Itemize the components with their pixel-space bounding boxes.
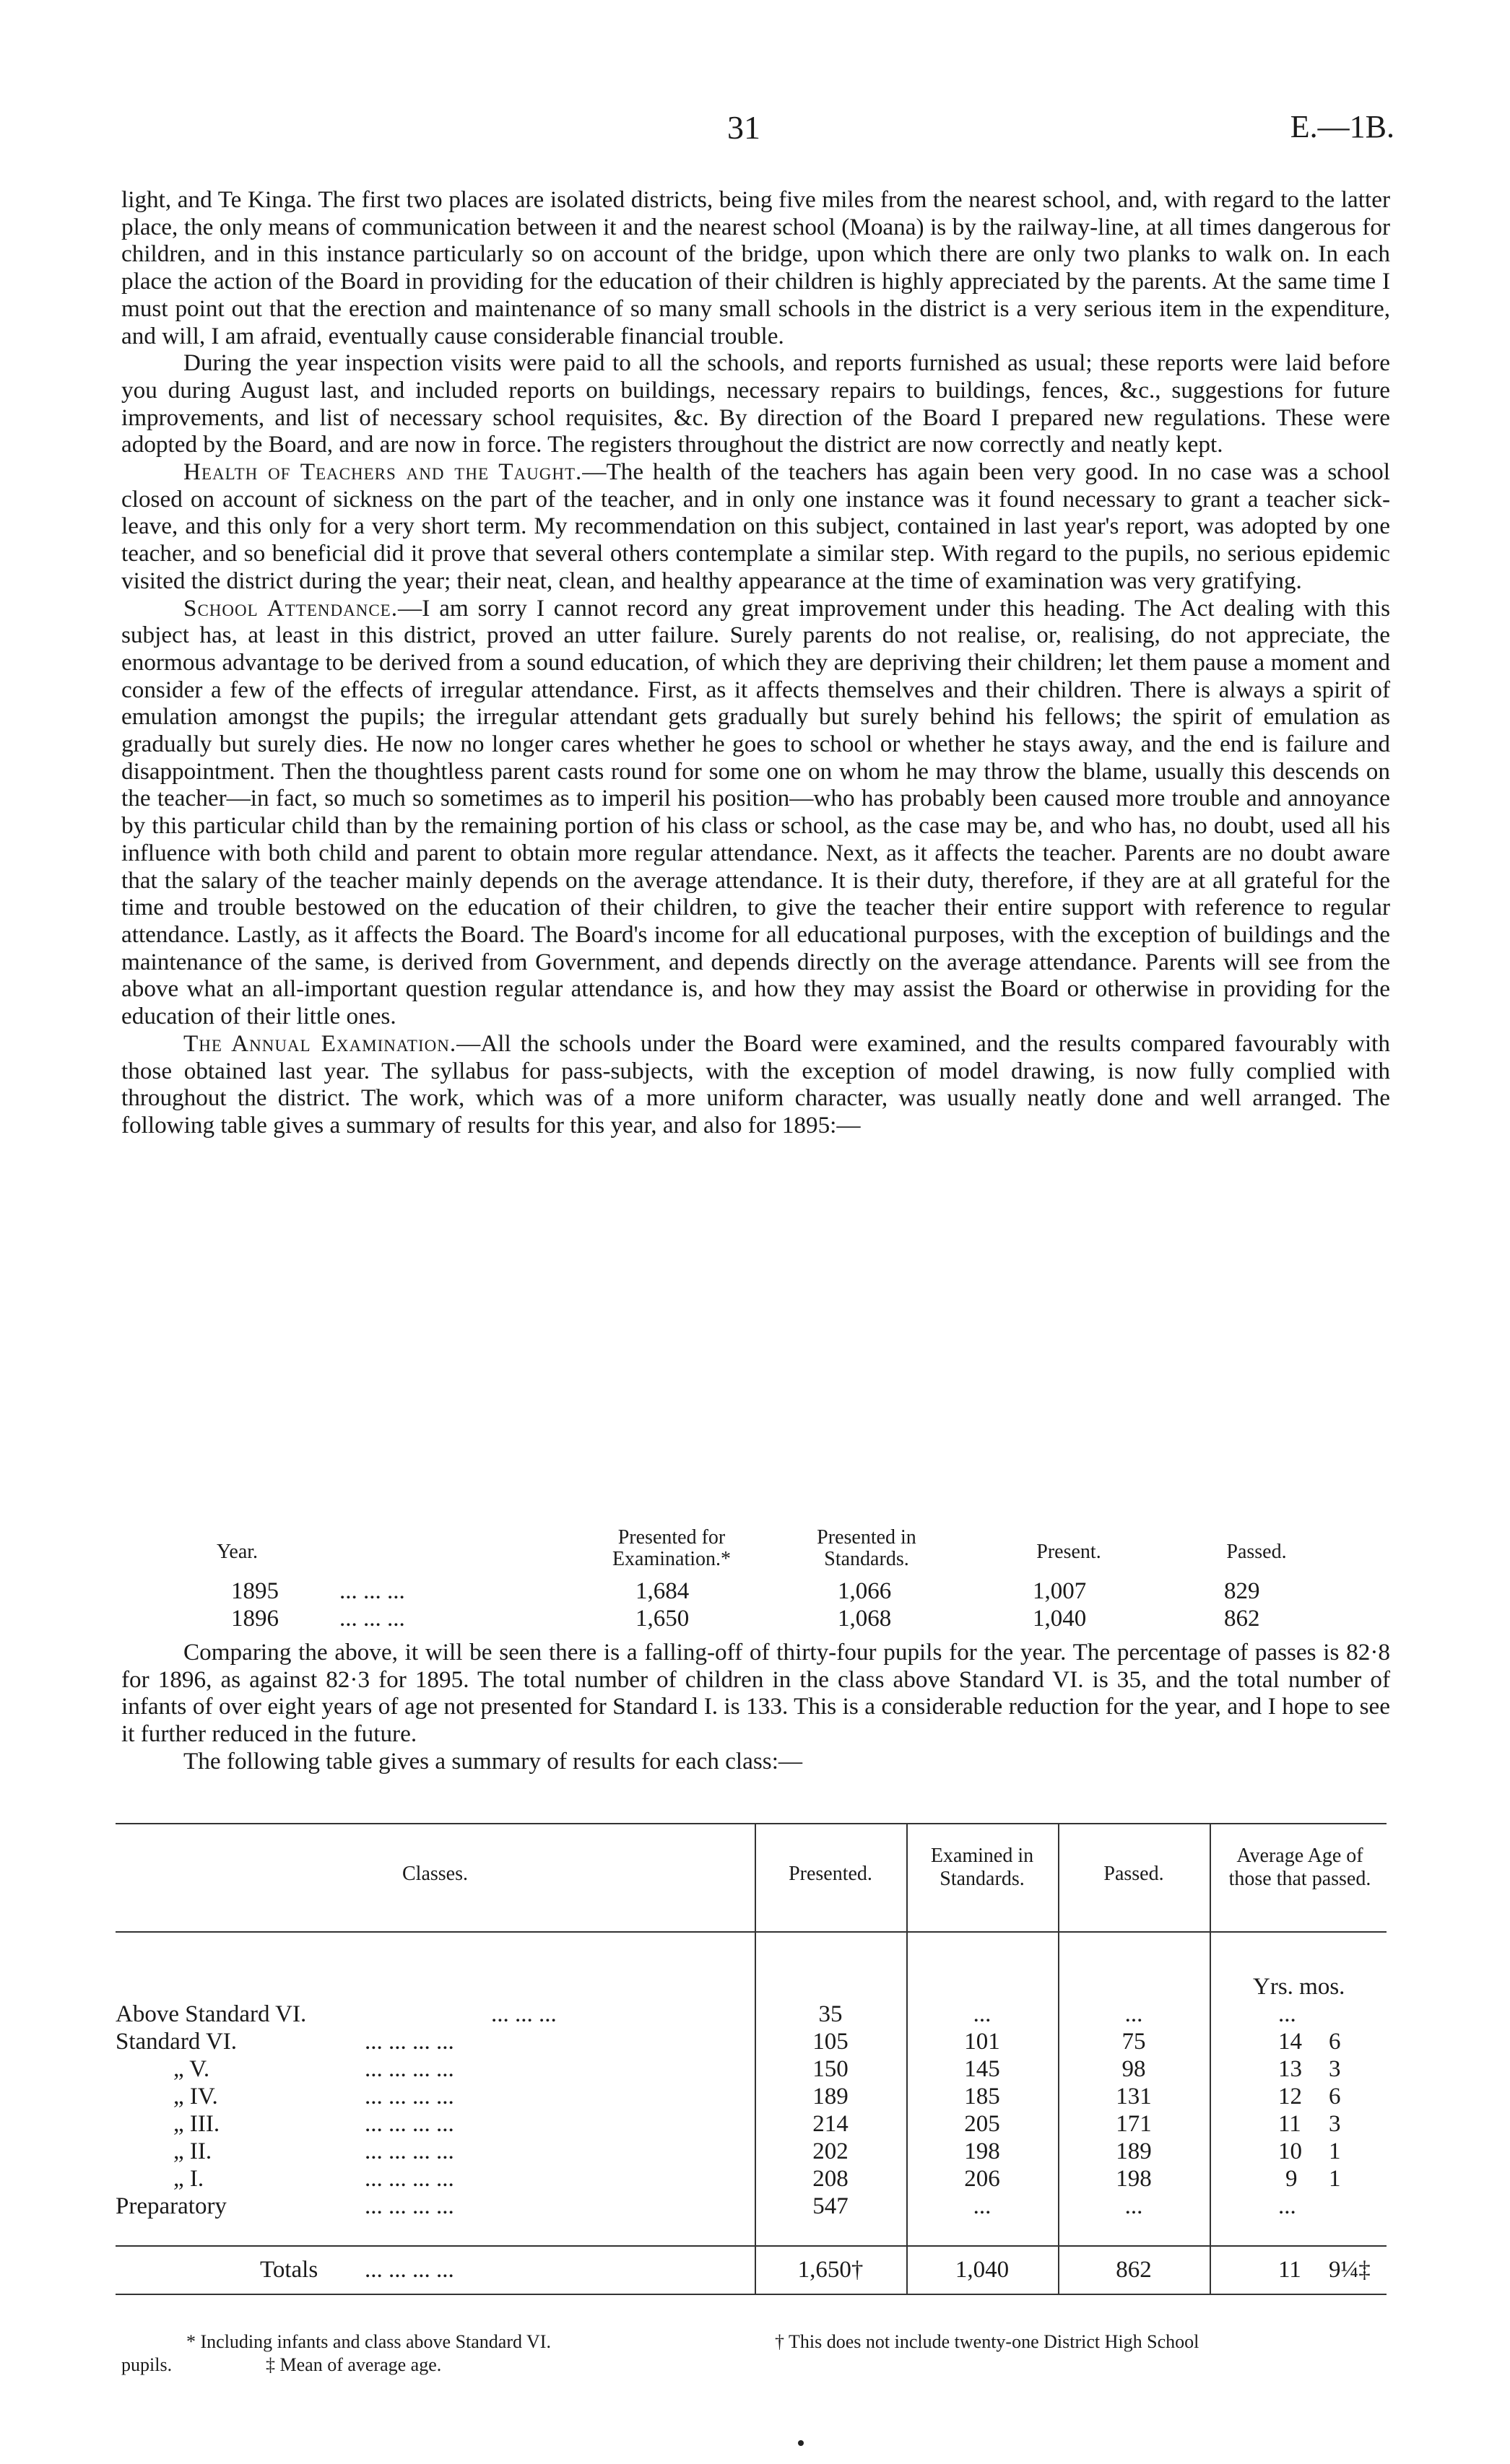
cell-years: 13 — [1278, 2056, 1302, 2082]
header-present: Present. — [1036, 1541, 1101, 1563]
table-row — [116, 2001, 1387, 2028]
cell-standards: 1,068 — [838, 1606, 892, 1632]
cell-months: 9¼‡ — [1329, 2257, 1371, 2283]
cell-years: 14 — [1278, 2029, 1302, 2055]
cell-examined: ... — [973, 2193, 992, 2219]
cell-passed: 189 — [1116, 2138, 1152, 2164]
section-heading: The Annual Examination. — [183, 1029, 457, 1057]
cell-presented: 1,650† — [797, 2257, 864, 2283]
cell-examined: 101 — [964, 2029, 1000, 2055]
cell-examined: ... — [973, 2001, 992, 2027]
paragraph-comparison: Comparing the above, it will be seen there is a falling-off of thirty-four pupils for the year. The percentage of passes is 82·8 for 1896, as against 82·3 for 1895. The total number of children in the class above Standard VI. is 35, and the total number of infants of over eight years of age not presented for Standard I. is 133. This is a considerable reduction for the year, and I hope to see it further reduced in the future. — [121, 1639, 1390, 1748]
cell-years: 11 — [1278, 2257, 1301, 2283]
leader-dots: ... ... ... — [491, 2001, 557, 2027]
cell-months: 1 — [1329, 2166, 1341, 2192]
cell-months: 3 — [1329, 2056, 1341, 2082]
section-health — [121, 458, 1390, 595]
cell-passed: 198 — [1116, 2166, 1152, 2192]
table-row — [116, 2193, 1387, 2220]
cell-presented: 150 — [812, 2056, 849, 2082]
cell-year: 1896 — [231, 1606, 279, 1632]
table-header-rule — [116, 1931, 1387, 1933]
table-row — [116, 2028, 1387, 2055]
table-row — [116, 2055, 1387, 2083]
table-row — [116, 2165, 1387, 2193]
leader-dots: ... ... ... ... — [365, 2257, 454, 2283]
document-reference: E.—1B. — [1290, 109, 1394, 144]
cell-standards: 1,066 — [838, 1578, 892, 1604]
table-header-row — [217, 1527, 1343, 1577]
leader-dots: ... ... ... ... — [365, 2056, 454, 2082]
cell-passed: 829 — [1224, 1578, 1260, 1604]
header-passed: Passed. — [1103, 1863, 1164, 1885]
age-units-row — [116, 1973, 1387, 2001]
page-number: 31 — [727, 109, 760, 146]
leader-dots: ... ... ... ... — [365, 2029, 454, 2055]
leader-dots: ... ... ... — [339, 1606, 405, 1632]
cell-presented: 214 — [812, 2111, 849, 2137]
cell-year: 1895 — [231, 1578, 279, 1604]
cell-class: „ III. — [173, 2111, 220, 2137]
summary-table-years — [217, 1527, 1343, 1632]
cell-passed: 131 — [1116, 2084, 1152, 2110]
section-text: —All the schools under the Board were examined, and the results compared favourably with those obtained last year. The syllabus for pass-subjects, with the exception of model drawing, is now fully complied with throughout the district. The work, which was of a more uniform character, was usually neatly done and well arranged. The following table gives a summary of results for this year, and also for 1895:— — [121, 1029, 1390, 1139]
cell-years: ... — [1278, 2193, 1296, 2219]
footnote-dagger: † This does not include twenty-one District High School — [775, 2331, 1199, 2352]
cell-class: „ I. — [173, 2166, 204, 2192]
header-examined: Examined in Standards. — [930, 1845, 1034, 1890]
cell-years: 11 — [1278, 2111, 1301, 2137]
cell-months: 3 — [1329, 2111, 1341, 2137]
cell-class: Above Standard VI. — [116, 2001, 307, 2027]
age-units: Yrs. mos. — [1253, 1974, 1345, 2000]
cell-examined: 205 — [964, 2111, 1000, 2137]
table-top-rule — [116, 1823, 1387, 1824]
footnote-continued: pupils. — [121, 2354, 173, 2375]
section-attendance — [121, 595, 1390, 1030]
cell-class: „ V. — [173, 2056, 210, 2082]
cell-years: ... — [1278, 2001, 1296, 2027]
results-by-class-table — [116, 1823, 1387, 2314]
page-mark — [798, 2440, 804, 2446]
footnote-double-dagger: ‡ Mean of average age. — [266, 2354, 442, 2375]
body-text-after-table — [121, 1639, 1390, 1775]
cell-class: Standard VI. — [116, 2029, 238, 2055]
cell-totals-label: Totals — [260, 2257, 318, 2283]
cell-passed: 862 — [1116, 2257, 1152, 2283]
paragraph-continuation: light, and Te Kinga. The first two places are isolated districts, being five miles from the nearest school, and, with regard to the latter place, the only means of communication between it and the nearest school (Moana) is by the railway-line, at all times dangerous for children, and in this instance particularly so on account of the bridge, upon which there are only two planks to walk on. In each place the action of the Board in providing for the education of their children is highly appreciated by the parents. At the same time I must point out that the erection and maintenance of so many small schools in the district is a very serious item in the expenditure, and will, I am afraid, eventually cause considerable financial trouble. — [121, 186, 1390, 349]
section-text: —The health of the teachers has again been very good. In no case was a school closed on account of sickness on the part of the teacher, and in only one instance was it found necessary to grant a teacher sick-leave, and this only for a very short term. My recommendation on this subject, contained in last year's report, was adopted by one teacher, and so beneficial did it prove that several others contemplate a similar step. With regard to the pupils, no serious epidemic visited the district during the year; their neat, clean, and healthy appearance at the time of examination was very gratifying. — [121, 458, 1390, 594]
cell-years: 10 — [1278, 2138, 1302, 2164]
cell-years: 12 — [1278, 2084, 1302, 2110]
cell-examined: 145 — [964, 2056, 1000, 2082]
leader-dots: ... ... ... — [339, 1578, 405, 1604]
header-year: Year. — [217, 1541, 259, 1563]
cell-months: 6 — [1329, 2029, 1341, 2055]
cell-presented: 189 — [812, 2084, 849, 2110]
cell-presented: 35 — [818, 2001, 843, 2027]
cell-passed: 75 — [1121, 2029, 1146, 2055]
paragraph-table-intro: The following table gives a summary of results for each class:— — [183, 1747, 803, 1775]
cell-class: „ II. — [173, 2138, 212, 2164]
leader-dots: ... ... ... ... — [365, 2166, 454, 2192]
leader-dots: ... ... ... ... — [365, 2138, 454, 2164]
cell-presented: 1,650 — [635, 1606, 690, 1632]
header-classes: Classes. — [402, 1863, 468, 1885]
cell-class: „ IV. — [173, 2084, 218, 2110]
cell-passed: ... — [1124, 2193, 1143, 2219]
leader-dots: ... ... ... ... — [365, 2193, 454, 2219]
cell-passed: 98 — [1121, 2056, 1146, 2082]
totals-row — [116, 2256, 1387, 2284]
body-text — [121, 186, 1390, 1139]
table-row — [116, 2110, 1387, 2138]
cell-class: Preparatory — [116, 2193, 227, 2219]
footnote-asterisk: * Including infants and class above Standard VI. — [186, 2331, 551, 2352]
leader-dots: ... ... ... ... — [365, 2084, 454, 2110]
section-examination — [121, 1030, 1390, 1139]
header-presented-standards: Presented in Standards. — [817, 1526, 916, 1570]
cell-passed: ... — [1124, 2001, 1143, 2027]
cell-present: 1,007 — [1033, 1578, 1087, 1604]
section-text: —I am sorry I cannot record any great improvement under this heading. The Act dealing with this subject has, at least in this district, proved an utter failure. Surely parents do not realise, or, realising, do not appreciate, the enormous advantage to be derived from a sound education, of which they are depriving their children; let them pause a moment and consider a few of the effects of irregular attendance. First, as it affects themselves and their children. There is always a spirit of emulation amongst the pupils; the irregular attendant gets gradually but surely behind his fellows; the spirit of emulation as gradually but surely dies. He now no longer cares whether he goes to school or whether he stays away, and the end is failure and disappointment. Then the thoughtless parent casts round for some one on whom he may throw the blame, usually this descends on the teacher—in fact, so much so sometimes as to imperil his position—who has probably been caused more trouble and annoyance by this particular child than by the remaining portion of his class or school, as the case may be, and who has, no doubt, used all his influence with both child and parent to obtain more regular attendance. Next, as it affects the teacher. Parents are no doubt aware that the salary of the teacher mainly depends on the average attendance. It is their duty, therefore, if they are at all grateful for the time and trouble bestowed on the education of their children, to give the teacher their entire support with reference to regular attendance. Lastly, as it affects the Board. The Board's income for all educational purposes, with the exception of buildings and the maintenance of the same, is derived from Government, and depends directly on the average attendance. Parents will see from the above what an all-important question regular attendance is, and how they may assist the Board or otherwise in providing for the education of their little ones. — [121, 594, 1390, 1030]
cell-passed: 171 — [1116, 2111, 1152, 2137]
header-passed: Passed. — [1226, 1541, 1287, 1563]
table-row — [116, 2083, 1387, 2110]
cell-presented: 208 — [812, 2166, 849, 2192]
cell-months: 6 — [1329, 2084, 1341, 2110]
cell-examined: 198 — [964, 2138, 1000, 2164]
section-heading: Health of Teachers and the Taught. — [183, 458, 583, 486]
cell-years: 9 — [1285, 2166, 1298, 2192]
cell-passed: 862 — [1224, 1606, 1260, 1632]
cell-presented: 547 — [812, 2193, 849, 2219]
cell-presented: 1,684 — [635, 1578, 690, 1604]
table-bottom-rule — [116, 2294, 1387, 2295]
leader-dots: ... ... ... ... — [365, 2111, 454, 2137]
cell-presented: 105 — [812, 2029, 849, 2055]
table-row — [217, 1577, 1343, 1605]
header-presented: Presented. — [789, 1863, 872, 1885]
header-average-age: Average Age of those that passed. — [1228, 1845, 1371, 1890]
cell-examined: 206 — [964, 2166, 1000, 2192]
paragraph-inspection: During the year inspection visits were paid to all the schools, and reports furnished as usual; these reports were laid before you during August last, and included reports on buildings, necessary repairs to buildings, fences, &c., suggestions for future improvements, and list of necessary school requisites, &c. By direction of the Board I prepared new regulations. These were adopted by the Board, and are now in force. The registers throughout the district are now correctly and neatly kept. — [121, 349, 1390, 458]
cell-examined: 185 — [964, 2084, 1000, 2110]
table-totals-rule — [116, 2245, 1387, 2247]
cell-examined: 1,040 — [955, 2257, 1010, 2283]
cell-present: 1,040 — [1033, 1606, 1087, 1632]
cell-months: 1 — [1329, 2138, 1341, 2164]
table-row — [116, 2138, 1387, 2165]
section-heading: School Attendance. — [183, 594, 399, 622]
header-presented-exam: Presented for Examination.* — [612, 1526, 732, 1570]
cell-presented: 202 — [812, 2138, 849, 2164]
table-row — [217, 1605, 1343, 1632]
